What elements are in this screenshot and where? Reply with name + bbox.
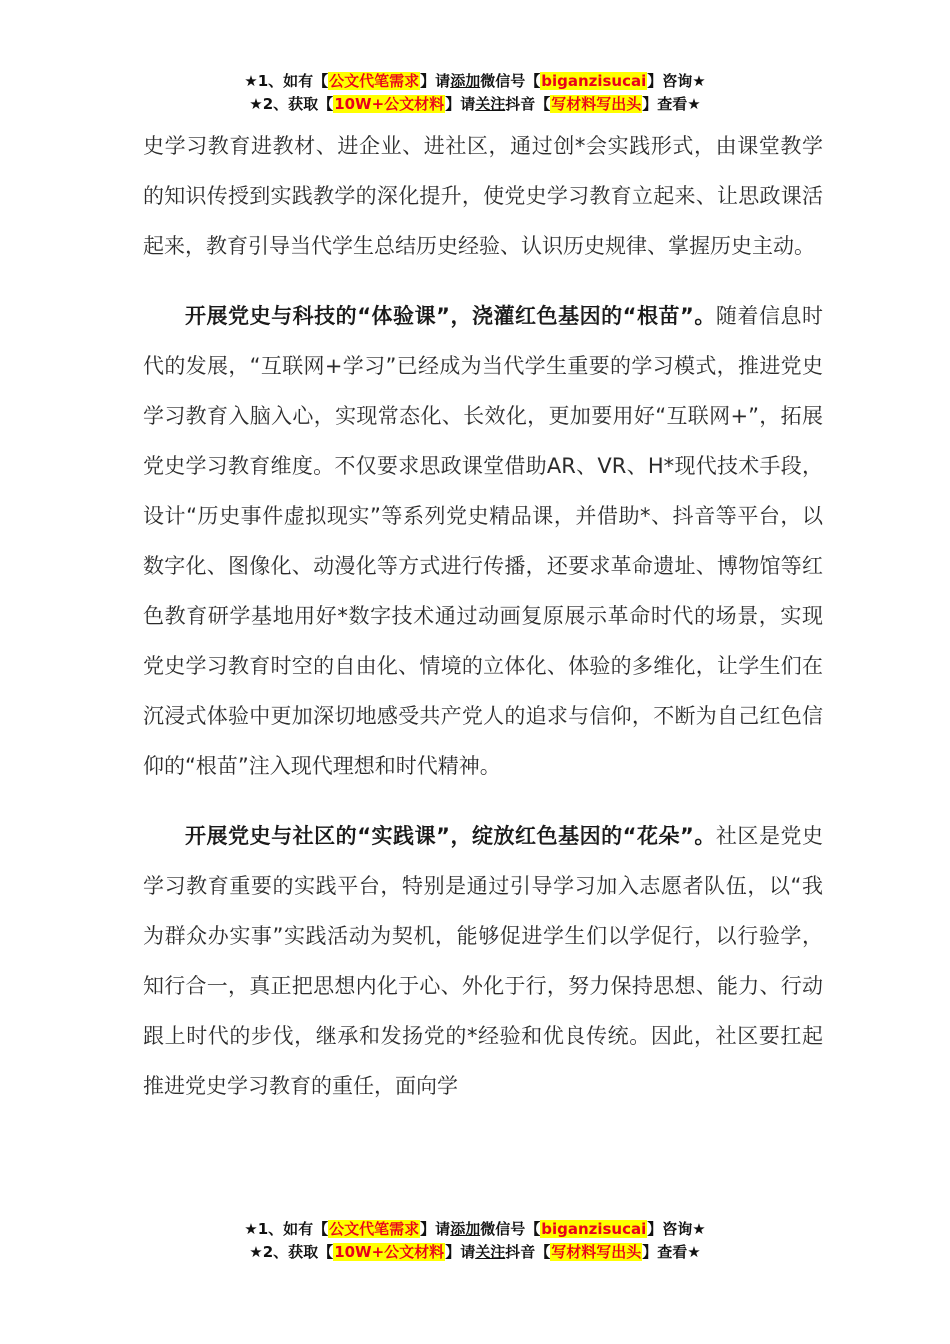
banner-line-2 bbox=[0, 1241, 950, 1264]
underlined-text: 添加 bbox=[450, 72, 481, 90]
banner-text: 】查看★ bbox=[642, 95, 701, 113]
paragraph-2-body: 随着信息时代的发展，“互联网+学习”已经成为当代学生重要的学习模式，推进党史学习教育入脑入心，实现常态化、长效化，更加要用好“互联网+”，拓展党史学习教育维度。不仅要求思政课堂借助AR、VR、H*现代技术手段，设计“历史事件虚拟现实”等系列党史精品课，并借助*、抖音等平台，以数字化、图像化、动漫化等方式进行传播，还要求革命遗址、博物馆等红色教育研学基地用好*数字技术通过动画复原展示革命时代的场景，实现党史学习教育时空的自由化、情境的立体化、体验的多维化，让学生们在沉浸式体验中更加深切地感受共产党人的追求与信仰，不断为自己红色信仰的“根苗”注入现代理想和时代精神。 bbox=[143, 304, 823, 778]
highlight-wechat-id: biganzisucai bbox=[541, 72, 647, 90]
highlight-materials: 10W+公文材料 bbox=[334, 95, 445, 113]
paragraph-2 bbox=[143, 291, 823, 791]
banner-text: 】请 bbox=[445, 1243, 476, 1261]
paragraph-3-heading: 开展党史与社区的“实践课”，绽放红色基因的“花朵”。 bbox=[185, 824, 716, 848]
highlight-service: 公文代笔需求 bbox=[329, 1220, 420, 1238]
header-banner bbox=[0, 70, 950, 116]
banner-line-2 bbox=[0, 93, 950, 116]
highlight-wechat-id: biganzisucai bbox=[541, 1220, 647, 1238]
banner-text: ★1、如有【 bbox=[244, 1220, 329, 1238]
underlined-text: 关注 bbox=[475, 1243, 506, 1261]
underlined-text: 添加 bbox=[450, 1220, 481, 1238]
banner-text: 】咨询★ bbox=[647, 72, 706, 90]
banner-line-1 bbox=[0, 1218, 950, 1241]
footer-banner bbox=[0, 1218, 950, 1264]
banner-text: ★1、如有【 bbox=[244, 72, 329, 90]
paragraph-3-body: 社区是党史学习教育重要的实践平台，特别是通过引导学习加入志愿者队伍，以“我为群众办实事”实践活动为契机，能够促进学生们以学促行，以行验学，知行合一，真正把思想内化于心、外化于行，努力保持思想、能力、行动跟上时代的步伐，继承和发扬党的*经验和优良传统。因此，社区要扛起推进党史学习教育的重任，面向学 bbox=[143, 824, 823, 1098]
paragraph-1: 史学习教育进教材、进企业、进社区，通过创*会实践形式，由课堂教学的知识传授到实践教学的深化提升，使党史学习教育立起来、让思政课活起来，教育引导当代学生总结历史经验、认识历史规律、掌握历史主动。 bbox=[143, 134, 823, 258]
paragraph-3 bbox=[143, 811, 823, 1111]
banner-text: 】咨询★ bbox=[647, 1220, 706, 1238]
banner-text: 】查看★ bbox=[642, 1243, 701, 1261]
banner-text: 微信号【 bbox=[480, 1220, 541, 1238]
banner-text: 】请 bbox=[420, 72, 451, 90]
document-body bbox=[143, 121, 823, 1111]
highlight-service: 公文代笔需求 bbox=[329, 72, 420, 90]
highlight-douyin-id: 写材料写出头 bbox=[551, 1243, 642, 1261]
banner-text: 微信号【 bbox=[480, 72, 541, 90]
paragraph-2-heading: 开展党史与科技的“体验课”，浇灌红色基因的“根苗”。 bbox=[185, 304, 716, 328]
highlight-douyin-id: 写材料写出头 bbox=[551, 95, 642, 113]
underlined-text: 关注 bbox=[475, 95, 506, 113]
banner-text: 抖音【 bbox=[505, 95, 551, 113]
banner-text: 】请 bbox=[445, 95, 476, 113]
banner-text: 】请 bbox=[420, 1220, 451, 1238]
banner-text: ★2、获取【 bbox=[249, 95, 334, 113]
highlight-materials: 10W+公文材料 bbox=[334, 1243, 445, 1261]
banner-line-1 bbox=[0, 70, 950, 93]
banner-text: 抖音【 bbox=[505, 1243, 551, 1261]
banner-text: ★2、获取【 bbox=[249, 1243, 334, 1261]
